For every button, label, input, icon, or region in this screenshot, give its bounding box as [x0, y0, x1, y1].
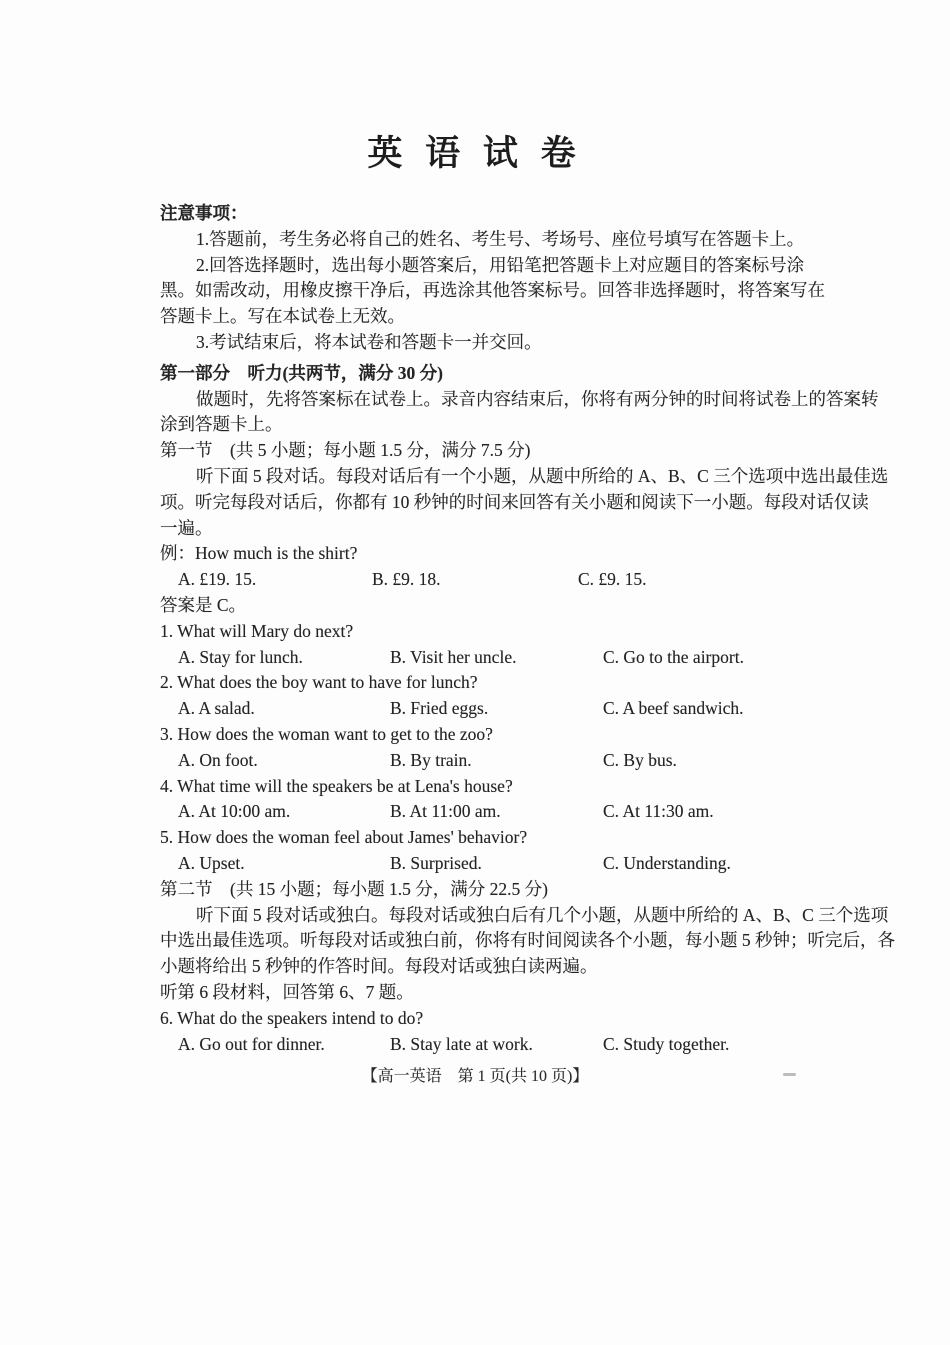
scan-smudge-mark — [783, 1073, 796, 1076]
question-4-option-a: A. At 10:00 am. — [178, 801, 291, 822]
section2-material-6: 听第 6 段材料，回答第 6、7 题。 — [160, 981, 414, 1002]
question-4-option-b: B. At 11:00 am. — [390, 801, 501, 822]
section1-heading: 第一节 (共 5 小题；每小题 1.5 分，满分 7.5 分) — [160, 440, 531, 461]
question-5-options — [160, 851, 815, 877]
question-4-option-c: C. At 11:30 am. — [603, 801, 714, 822]
question-3-options — [160, 748, 815, 774]
question-2-options — [160, 696, 815, 722]
example-option-a: A. £19. 15. — [178, 569, 257, 590]
notice-item-2-line-2: 黑。如需改动，用橡皮擦干净后，再选涂其他答案标号。回答非选择题时，将答案写在 — [160, 280, 825, 301]
example-question: 例：How much is the shirt? — [160, 543, 358, 564]
section1-intro-line-1: 听下面 5 段对话。每段对话后有一个小题，从题中所给的 A、B、C 三个选项中选出最佳选 — [196, 465, 889, 486]
part1-intro-line-2: 涂到答题卡上。 — [160, 414, 283, 435]
question-3: 3. How does the woman want to get to the zoo? — [160, 723, 493, 744]
question-6-option-a: A. Go out for dinner. — [178, 1033, 325, 1054]
exam-content — [160, 201, 895, 1057]
question-6-options — [160, 1032, 815, 1058]
question-1: 1. What will Mary do next? — [160, 620, 354, 641]
page-title: 英 语 试 卷 — [367, 134, 583, 173]
example-options — [160, 567, 815, 593]
question-5: 5. How does the woman feel about James' behavior? — [160, 827, 528, 848]
question-3-option-a: A. On foot. — [178, 749, 258, 770]
page-footer: 【高一英语 第 1 页(共 10 页)】 — [361, 1068, 589, 1085]
question-6: 6. What do the speakers intend to do? — [160, 1007, 424, 1028]
question-3-option-c: C. By bus. — [603, 749, 677, 770]
question-2: 2. What does the boy want to have for lunch? — [160, 672, 478, 693]
part1-heading: 第一部分 听力(共两节，满分 30 分) — [160, 362, 443, 383]
question-3-option-b: B. By train. — [390, 749, 472, 770]
question-4-options — [160, 799, 815, 825]
section2-intro-line-3: 小题将给出 5 秒钟的作答时间。每段对话或独白读两遍。 — [160, 956, 598, 977]
question-4: 4. What time will the speakers be at Lena's house? — [160, 775, 513, 796]
section2-intro-line-1: 听下面 5 段对话或独白。每段对话或独白后有几个小题，从题中所给的 A、B、C 三个选项 — [196, 904, 889, 925]
notice-heading: 注意事项： — [160, 203, 248, 223]
notice-item-3: 3.考试结束后，将本试卷和答题卡一并交回。 — [196, 331, 542, 352]
notice-item-2-line-3: 答题卡上。写在本试卷上无效。 — [160, 306, 405, 327]
section1-intro-line-3: 一遍。 — [160, 517, 213, 538]
question-5-option-c: C. Understanding. — [603, 852, 731, 873]
example-option-c: C. £9. 15. — [578, 569, 647, 590]
notice-item-1: 1.答题前，考生务必将自己的姓名、考生号、考场号、座位号填写在答题卡上。 — [196, 228, 805, 249]
notice-item-2-line-1: 2.回答选择题时，选出每小题答案后，用铅笔把答题卡上对应题目的答案标号涂 — [196, 254, 805, 275]
question-1-option-b: B. Visit her uncle. — [390, 646, 517, 667]
question-5-option-a: A. Upset. — [178, 852, 245, 873]
question-1-option-a: A. Stay for lunch. — [178, 646, 303, 667]
example-answer: 答案是 C。 — [160, 594, 247, 615]
question-2-option-c: C. A beef sandwich. — [603, 698, 744, 719]
question-6-option-c: C. Study together. — [603, 1033, 730, 1054]
question-1-options — [160, 645, 815, 671]
section2-intro-line-2: 中选出最佳选项。听每段对话或独白前，你将有时间阅读各个小题，每小题 5 秒钟；听完后，各 — [160, 930, 895, 951]
question-2-option-b: B. Fried eggs. — [390, 698, 489, 719]
example-option-b: B. £9. 18. — [372, 569, 441, 590]
part1-intro-line-1: 做题时，先将答案标在试卷上。录音内容结束后，你将有两分钟的时间将试卷上的答案转 — [196, 388, 879, 409]
question-2-option-a: A. A salad. — [178, 698, 255, 719]
question-6-option-b: B. Stay late at work. — [390, 1033, 533, 1054]
question-5-option-b: B. Surprised. — [390, 852, 482, 873]
question-1-option-c: C. Go to the airport. — [603, 646, 744, 667]
section2-heading: 第二节 (共 15 小题；每小题 1.5 分，满分 22.5 分) — [160, 878, 548, 899]
section1-intro-line-2: 项。听完每段对话后，你都有 10 秒钟的时间来回答有关小题和阅读下一小题。每段对话仅读 — [160, 491, 869, 512]
